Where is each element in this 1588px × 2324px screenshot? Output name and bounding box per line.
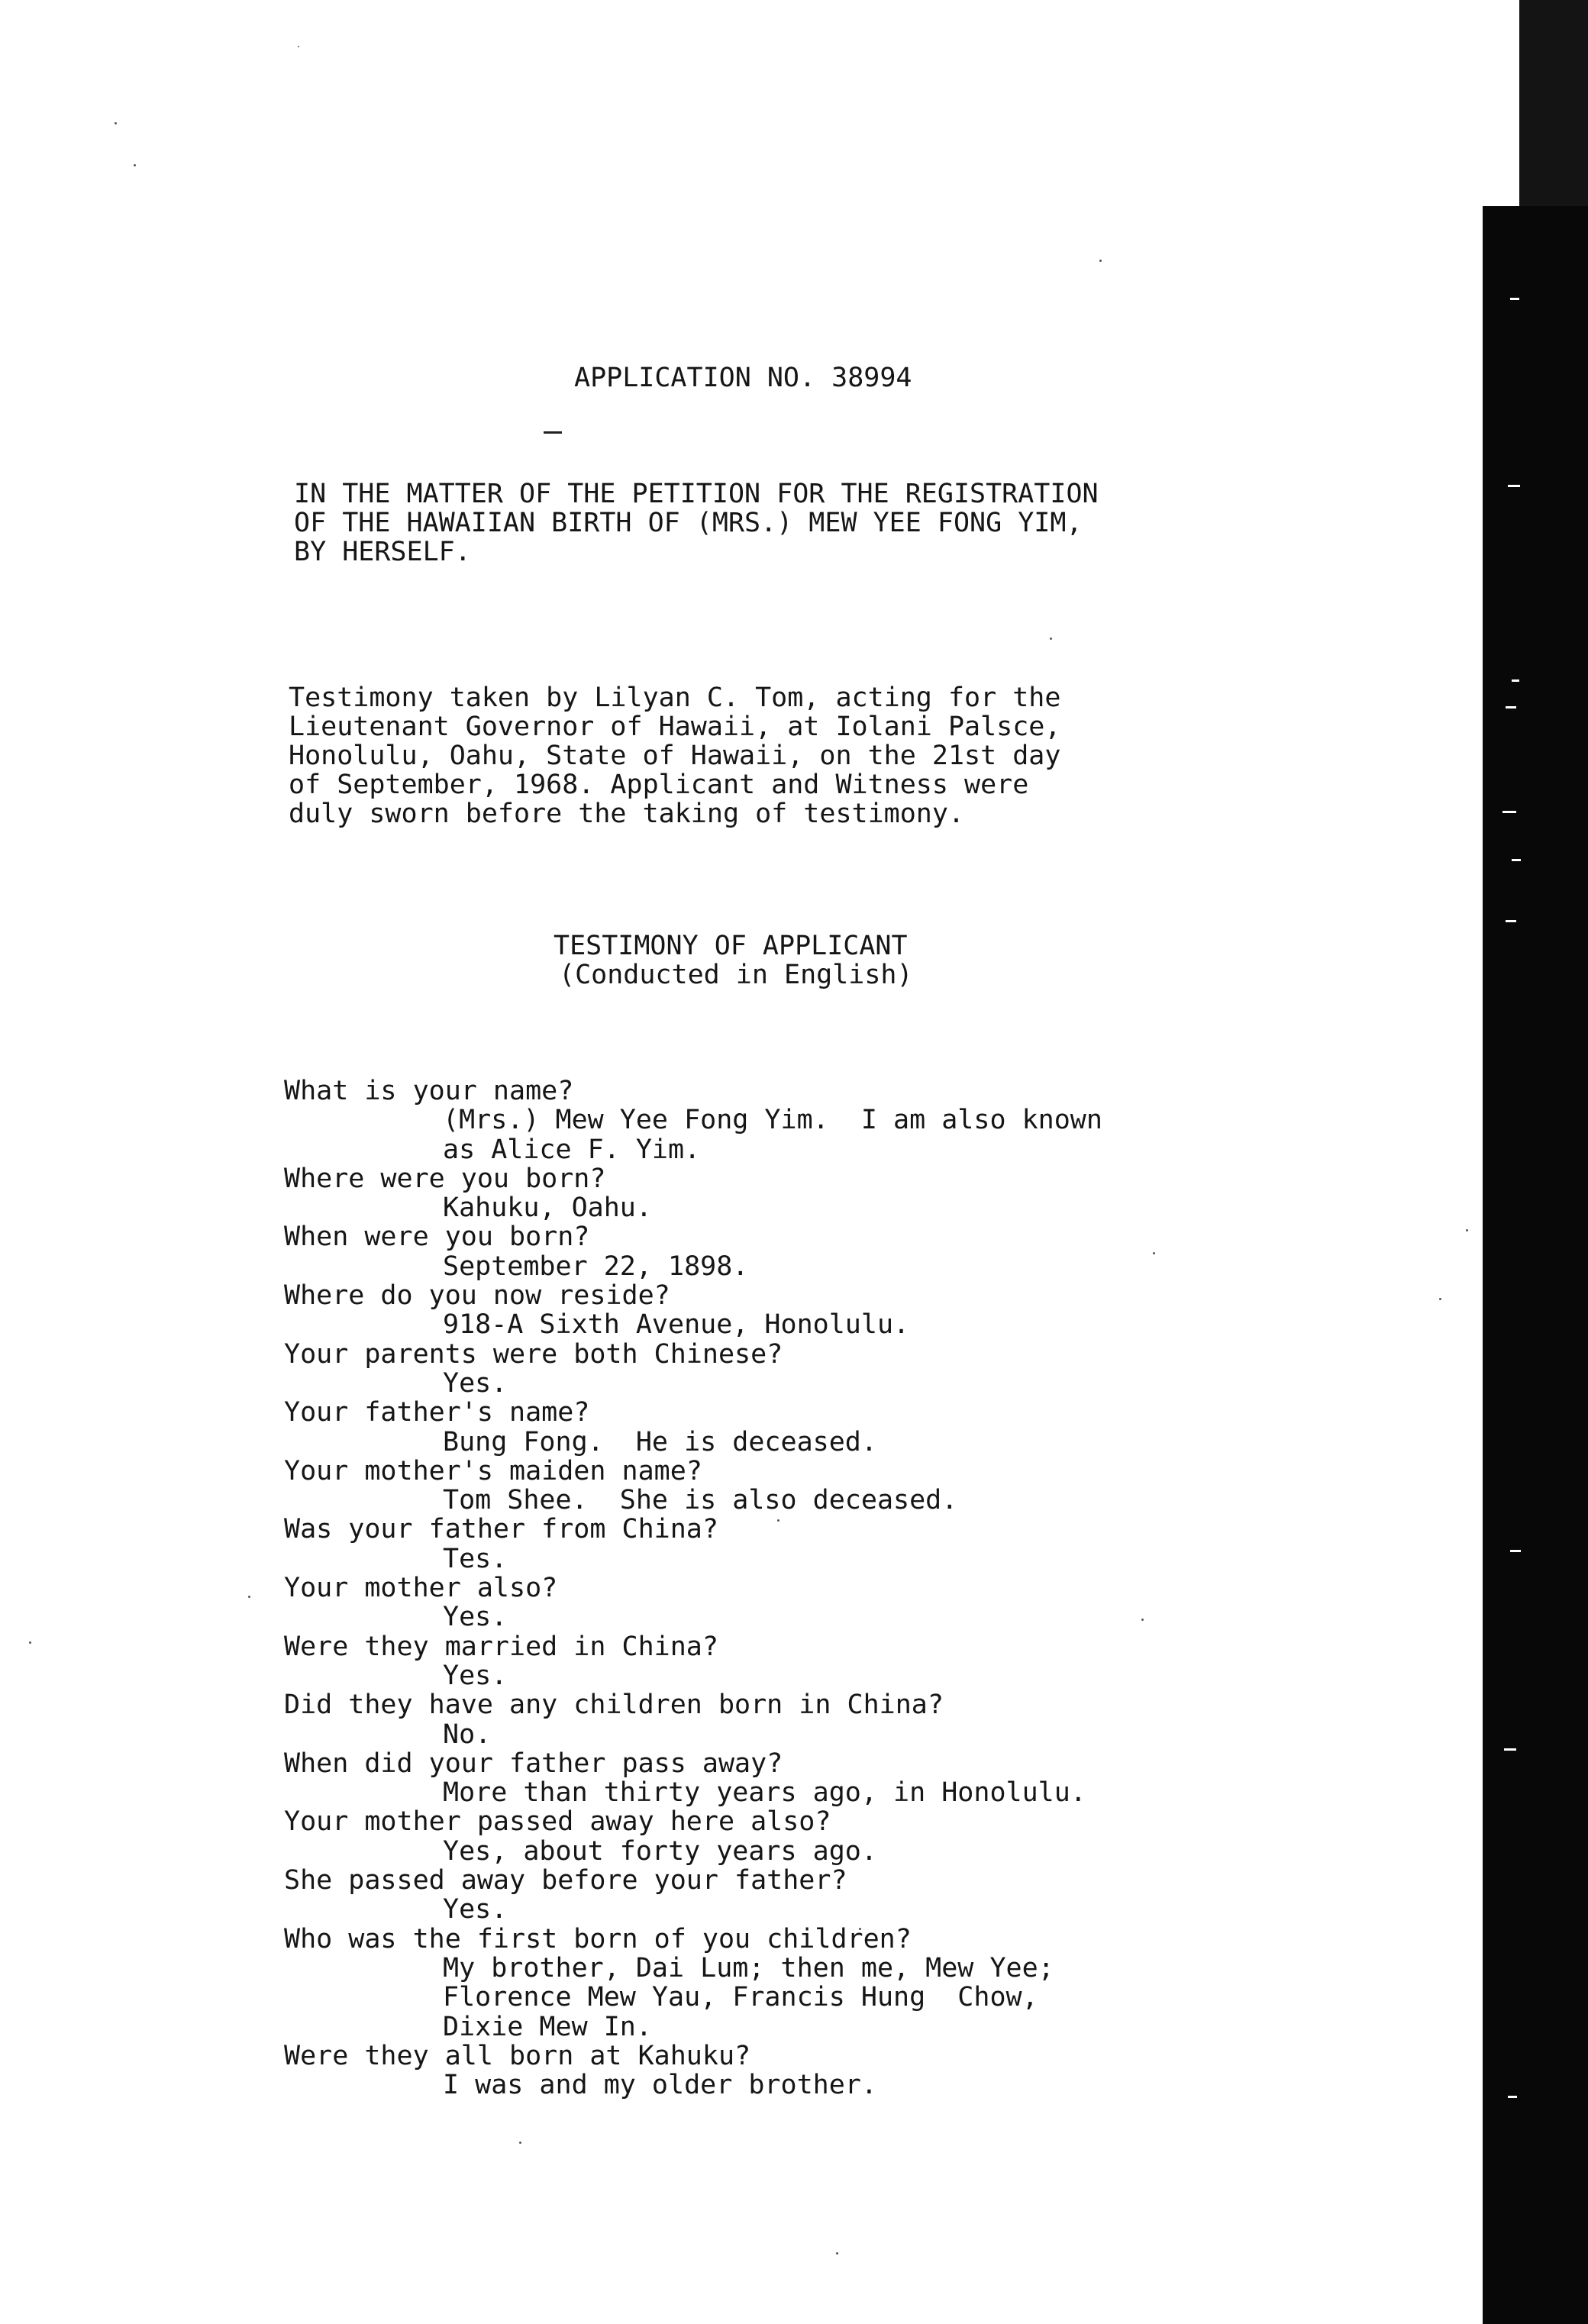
matter-line: BY HERSELF. bbox=[294, 537, 471, 567]
scan-speck bbox=[248, 1596, 250, 1598]
answer-line: Yes. bbox=[443, 1367, 508, 1399]
scan-edge-shadow bbox=[1483, 206, 1588, 2324]
answer-line: (Mrs.) Mew Yee Fong Yim. I am also known bbox=[443, 1105, 1102, 1136]
answer-line: Kahuku, Oahu. bbox=[443, 1193, 652, 1224]
scan-speck bbox=[1099, 260, 1102, 262]
question-line: She passed away before your father? bbox=[284, 1865, 847, 1896]
answer-line: Yes. bbox=[443, 1602, 508, 1633]
answer-line: Florence Mew Yau, Francis Hung Chow, bbox=[443, 1982, 1038, 2013]
question-line: When did your father pass away? bbox=[284, 1748, 783, 1779]
edge-mark bbox=[1508, 485, 1520, 487]
scan-speck bbox=[1153, 1252, 1155, 1254]
scan-speck bbox=[298, 46, 299, 47]
intro-line: Testimony taken by Lilyan C. Tom, acting for the bbox=[289, 683, 1061, 713]
question-line: Were they all born at Kahuku? bbox=[284, 2040, 751, 2071]
scan-speck bbox=[1439, 1298, 1441, 1300]
edge-mark bbox=[1510, 1550, 1521, 1552]
question-line: Your mother also? bbox=[284, 1573, 558, 1604]
heading-subtitle: (Conducted in English) bbox=[559, 960, 913, 990]
section-heading bbox=[554, 931, 913, 989]
intro-line: Honolulu, Oahu, State of Hawaii, on the 21st day bbox=[289, 741, 1061, 771]
answer-line: Bung Fong. He is deceased. bbox=[443, 1426, 877, 1457]
answer-line: More than thirty years ago, in Honolulu. bbox=[443, 1777, 1086, 1809]
answer-line: Yes, about forty years ago. bbox=[443, 1835, 877, 1867]
question-line: Did they have any children born in China? bbox=[284, 1690, 944, 1721]
answer-line: Tes. bbox=[443, 1543, 508, 1574]
scan-speck bbox=[1141, 1619, 1144, 1621]
answer-line: I was and my older brother. bbox=[443, 2070, 877, 2101]
answer-line: Tom Shee. She is also deceased. bbox=[443, 1485, 958, 1516]
question-line: Where were you born? bbox=[284, 1163, 606, 1194]
answer-line: Yes. bbox=[443, 1660, 508, 1691]
scan-speck bbox=[836, 2252, 838, 2255]
scan-speck bbox=[134, 164, 136, 166]
question-line: Your parents were both Chinese? bbox=[284, 1338, 783, 1370]
question-line: What is your name? bbox=[284, 1076, 574, 1106]
question-line: Where do you now reside? bbox=[284, 1280, 670, 1312]
edge-mark bbox=[1512, 679, 1519, 682]
question-line: Who was the first born of you children? bbox=[284, 1923, 912, 1954]
scan-edge-top bbox=[1519, 0, 1588, 206]
answer-line: My brother, Dai Lum; then me, Mew Yee; bbox=[443, 1952, 1054, 1983]
scan-speck bbox=[1466, 1229, 1468, 1231]
scan-speck bbox=[519, 2142, 521, 2144]
matter-caption bbox=[294, 479, 1099, 566]
scan-speck bbox=[115, 122, 117, 124]
intro-line: duly sworn before the taking of testimony. bbox=[289, 799, 965, 829]
question-line: Were they married in China? bbox=[284, 1631, 718, 1662]
matter-line: OF THE HAWAIIAN BIRTH OF (MRS.) MEW YEE FONG YIM, bbox=[294, 508, 1083, 538]
answer-line: as Alice F. Yim. bbox=[443, 1134, 701, 1165]
question-line: Your mother's maiden name? bbox=[284, 1455, 702, 1486]
question-line: Your father's name? bbox=[284, 1397, 590, 1428]
scan-speck bbox=[1050, 637, 1052, 640]
question-line: When were you born? bbox=[284, 1222, 590, 1253]
edge-mark bbox=[1512, 859, 1521, 861]
edge-mark bbox=[1510, 298, 1519, 300]
answer-line: No. bbox=[443, 1719, 492, 1750]
application-number: APPLICATION NO. 38994 bbox=[574, 363, 912, 393]
scan-speck bbox=[29, 1641, 31, 1644]
intro-line: Lieutenant Governor of Hawaii, at Iolani Palsce, bbox=[289, 712, 1061, 742]
answer-line: Yes. bbox=[443, 1894, 508, 1925]
testimony-intro bbox=[289, 683, 1060, 828]
edge-mark bbox=[1502, 811, 1516, 813]
question-line: Was your father from China? bbox=[284, 1514, 718, 1545]
edge-mark bbox=[1502, 176, 1513, 178]
separator-mark bbox=[544, 431, 562, 434]
intro-line: of September, 1968. Applicant and Witness were bbox=[289, 770, 1029, 800]
answer-line: 918-A Sixth Avenue, Honolulu. bbox=[443, 1309, 910, 1341]
edge-mark bbox=[1506, 706, 1516, 708]
edge-mark bbox=[1508, 2096, 1517, 2098]
question-line: Your mother passed away here also? bbox=[284, 1806, 831, 1838]
heading-title: TESTIMONY OF APPLICANT bbox=[554, 931, 908, 961]
testimony-transcript bbox=[284, 1076, 1102, 2100]
matter-line: IN THE MATTER OF THE PETITION FOR THE REGISTRATION bbox=[294, 479, 1099, 509]
edge-mark bbox=[1504, 1748, 1516, 1751]
edge-mark bbox=[1506, 920, 1516, 922]
answer-line: September 22, 1898. bbox=[443, 1251, 749, 1282]
answer-line: Dixie Mew In. bbox=[443, 2011, 652, 2042]
